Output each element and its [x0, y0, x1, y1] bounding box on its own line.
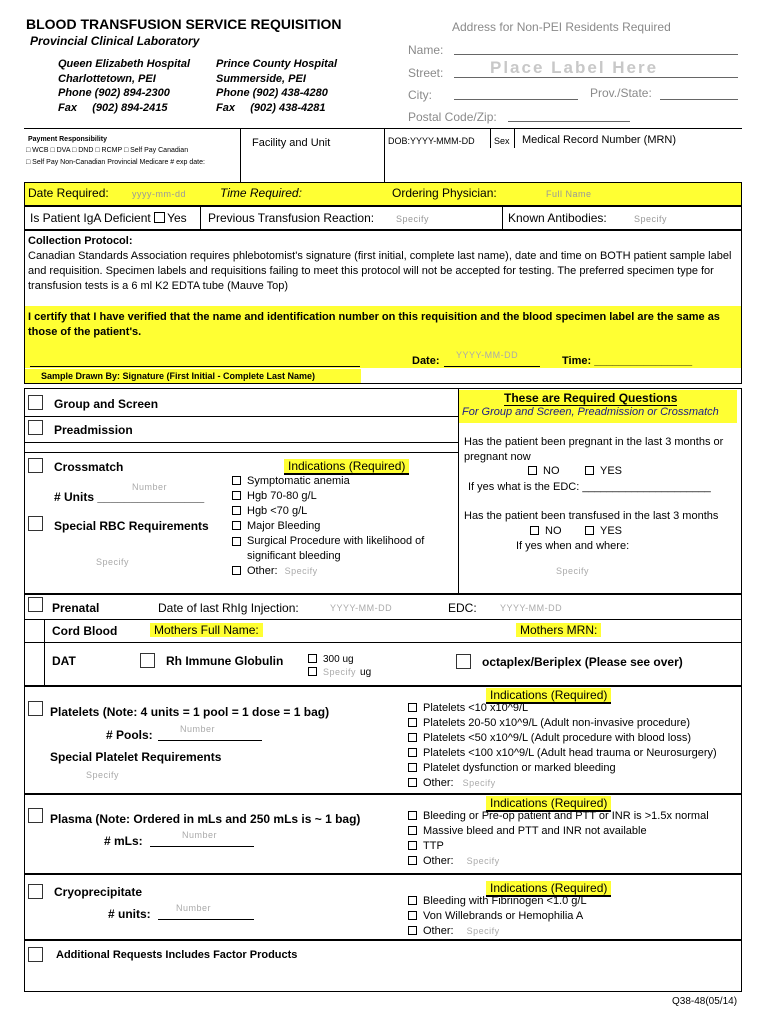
mrn-label: Medical Record Number (MRN) [522, 134, 677, 146]
octaplex-checkbox[interactable] [456, 654, 471, 669]
ind-checkbox[interactable] [232, 491, 241, 500]
date-required-label: Date Required: [28, 186, 109, 200]
platelet-indications-heading: Indications (Required) [486, 688, 611, 704]
rhig-date-label: Date of last RhIg Injection: [158, 601, 299, 615]
transfused-yes[interactable]: YES [585, 525, 622, 537]
ind-checkbox[interactable] [408, 856, 417, 865]
when-where-label: If yes when and where: [516, 540, 630, 552]
rbc-indications-heading: Indications (Required) [284, 459, 409, 475]
additional-box [24, 940, 742, 992]
units-field[interactable]: ________________ [97, 490, 205, 504]
rbc-label: Special RBC Requirements [54, 519, 209, 533]
iga-yes-checkbox[interactable] [154, 212, 165, 223]
rbc-indications-list: Symptomatic anemia Hgb 70-80 g/L Hgb <70 g/L Major Bleeding Surgical Procedure with likelihood of significant bleeding Other: Specify [232, 474, 456, 579]
edc-field[interactable]: _____________________ [582, 481, 711, 493]
ind-checkbox[interactable] [408, 811, 417, 820]
physician-label: Ordering Physician: [392, 186, 497, 200]
ind-checkbox[interactable] [408, 778, 417, 787]
prov-label: Prov./State: [590, 86, 652, 100]
pch-contact: Prince County Hospital Summerside, PEI Phone (902) 438-4280 Fax (902) 438-4281 [216, 58, 338, 114]
cert-date-value: YYYY-MM-DD [456, 350, 519, 360]
questions-title: These are Required Questions [504, 391, 678, 405]
ind-checkbox[interactable] [408, 826, 417, 835]
additional-label: Additional Requests Includes Factor Products [56, 949, 298, 961]
ind-checkbox[interactable] [232, 476, 241, 485]
edc-question: If yes what is the EDC: _____________________ [468, 481, 711, 493]
dob-label: DOB:YYYY-MMM-DD [388, 136, 475, 146]
form-number: Q38-48(05/14) [672, 996, 738, 1007]
street-label: Street: [408, 66, 444, 80]
ind-checkbox[interactable] [232, 506, 241, 515]
physician-field[interactable]: Full Name [546, 189, 592, 199]
postal-field[interactable] [508, 110, 630, 122]
plasma-indications-list: Bleeding or Pre-op patient and PTT or INR is >1.5x normal Massive bleed and PTT and INR not available TTP Other: Specify [408, 809, 740, 869]
platelet-indications-list: Platelets <10 x10^9/L Platelets 20-50 x10^9/L (Adult non-invasive procedure) Platelets <50 x10^9/L (Adult procedure with blood loss) Platelets <100 x10^9/L (Adult head trauma or Neurosurgery) Platelet dysfunction or marked bleeding Other: Specify [408, 701, 740, 791]
rbc-requirements-value[interactable]: Specify [96, 557, 130, 567]
octaplex-label: octaplex/Beriplex (Please see over) [482, 655, 683, 669]
ind-checkbox[interactable] [408, 763, 417, 772]
ind-checkbox[interactable] [408, 911, 417, 920]
antibodies-label: Known Antibodies: [508, 211, 607, 225]
date-required-field[interactable]: yyyy-mm-dd [132, 189, 186, 199]
protocol-text: Canadian Standards Association requires phlebotomist's signature (first initial, complete last name), date and time on BOTH patient sample label and requisition. Specimen labels and requisitions failing to meet this protocol will not be accepted for testing. The preferred specimen type for transfusion tests is a 6 ml K2 EDTA tube (Mauve Top) [28, 250, 732, 292]
crossmatch-units-value: Number [132, 482, 168, 492]
ind-checkbox[interactable] [408, 718, 417, 727]
dose-other[interactable]: Specify ug [308, 667, 371, 678]
cryo-units-label: # units: [108, 907, 151, 921]
prenatal-edc-field[interactable]: YYYY-MM-DD [500, 603, 563, 613]
payment-options-1[interactable]: □ WCB □ DVA □ DND □ RCMP □ Self Pay Canadian [26, 147, 189, 154]
pregnant-no[interactable]: NO [528, 465, 560, 477]
city-label: City: [408, 88, 432, 102]
label-watermark: Place Label Here [490, 58, 659, 77]
mothers-mrn-label: Mothers MRN: [516, 623, 601, 637]
name-field[interactable] [454, 43, 738, 55]
ind-checkbox[interactable] [408, 733, 417, 742]
signature-caption: Sample Drawn By: Signature (First Initial - Complete Last Name) [25, 369, 361, 383]
payment-heading: Payment Responsibility [28, 136, 107, 143]
units-label: # Units ________________ [54, 490, 205, 504]
preadmission-checkbox[interactable] [28, 420, 43, 435]
rhig-label: Rh Immune Globulin [166, 654, 284, 668]
facility-label: Facility and Unit [252, 137, 331, 149]
dose-other-value[interactable]: Specify [323, 667, 357, 677]
antibodies-field[interactable]: Specify [634, 214, 668, 224]
ind-checkbox[interactable] [408, 896, 417, 905]
mothers-name-label: Mothers Full Name: [150, 623, 263, 637]
pools-label: # Pools: [106, 728, 153, 742]
platelet-other-value[interactable]: Specify [462, 778, 496, 788]
platelet-special-label: Special Platelet Requirements [50, 750, 222, 764]
mls-value: Number [182, 830, 218, 840]
crossmatch-checkbox[interactable] [28, 458, 43, 473]
certify-text: I certify that I have verified that the name and identification number on this requisition and the blood specimen label are the same as those of the patient's. [28, 311, 720, 338]
crossmatch-label: Crossmatch [54, 460, 124, 474]
platelet-special-field[interactable]: Specify [86, 770, 120, 780]
edc-label: EDC: [448, 601, 477, 615]
protocol-heading: Collection Protocol: [28, 235, 133, 247]
ind-checkbox[interactable] [408, 748, 417, 757]
when-where-field[interactable]: Specify [556, 566, 590, 576]
ind-checkbox[interactable] [232, 566, 241, 575]
cert-time-label: Time: ________________ [562, 355, 693, 367]
rbc-other-value[interactable]: Specify [284, 566, 318, 576]
name-label: Name: [408, 43, 444, 57]
platelets-checkbox[interactable] [28, 701, 43, 716]
rhig-date-field[interactable]: YYYY-MM-DD [330, 603, 393, 613]
prenatal-checkbox[interactable] [28, 597, 43, 612]
plasma-other-value[interactable]: Specify [466, 856, 500, 866]
postal-label: Postal Code/Zip: [408, 110, 497, 124]
questions-subtitle: For Group and Screen, Preadmission or Crossmatch [462, 406, 719, 418]
reaction-field[interactable]: Specify [396, 214, 430, 224]
payment-options-2[interactable]: □ Self Pay Non-Canadian Provincial Medicare # exp date: [26, 159, 205, 166]
cert-date-label: Date: [412, 355, 440, 367]
cryo-units-value: Number [176, 903, 212, 913]
cryo-title: Cryoprecipitate [54, 885, 143, 899]
ind-checkbox[interactable] [408, 841, 417, 850]
cryo-checkbox[interactable] [28, 884, 43, 899]
group-screen-label: Group and Screen [54, 397, 159, 411]
signature-field[interactable] [30, 356, 360, 367]
ind-checkbox[interactable] [232, 537, 241, 546]
prenatal-label: Prenatal [52, 601, 100, 615]
plasma-indications-heading: Indications (Required) [486, 796, 611, 812]
iga-label: Is Patient IgA Deficient Yes [30, 211, 187, 225]
ind-checkbox[interactable] [232, 521, 241, 530]
rbc-checkbox[interactable] [28, 516, 43, 531]
mls-label: # mLs: [104, 834, 143, 848]
plasma-title: Plasma (Note: Ordered in mLs and 250 mLs is ~ 1 bag) [50, 812, 361, 826]
pregnant-yes[interactable]: YES [585, 465, 622, 477]
platelets-title: Platelets (Note: 4 units = 1 pool = 1 dose = 1 bag) [50, 705, 330, 719]
additional-checkbox[interactable] [28, 947, 43, 962]
reaction-label: Previous Transfusion Reaction: [208, 211, 375, 225]
plasma-checkbox[interactable] [28, 808, 43, 823]
form-title: BLOOD TRANSFUSION SERVICE REQUISITION [26, 16, 342, 32]
time-required-label: Time Required: [220, 186, 302, 200]
prov-field[interactable] [660, 88, 738, 100]
rhig-checkbox[interactable] [140, 653, 155, 668]
cryo-other-value[interactable]: Specify [466, 926, 500, 936]
dose-300[interactable]: 300 ug [308, 654, 354, 665]
ind-checkbox[interactable] [408, 926, 417, 935]
dat-label: DAT [52, 654, 76, 668]
address-heading: Address for Non-PEI Residents Required [452, 20, 671, 34]
cryo-indications-list: Bleeding with Fibrinogen <1.0 g/L Von Willebrands or Hemophilia A Other: Specify [408, 894, 740, 939]
cert-time-field[interactable]: ________________ [594, 355, 693, 367]
sex-label: Sex [494, 136, 510, 146]
preadmission-label: Preadmission [54, 423, 133, 437]
city-field[interactable] [454, 88, 578, 100]
group-screen-checkbox[interactable] [28, 395, 43, 410]
pregnant-question: Has the patient been pregnant in the last 3 months or pregnant now [464, 436, 724, 463]
ind-checkbox[interactable] [408, 703, 417, 712]
transfused-question: Has the patient been transfused in the last 3 months [464, 510, 719, 522]
transfused-no[interactable]: NO [530, 525, 562, 537]
pools-value: Number [180, 724, 216, 734]
cord-blood-label: Cord Blood [52, 624, 118, 638]
cryo-indications-heading: Indications (Required) [486, 881, 611, 897]
qeh-contact: Queen Elizabeth Hospital Charlottetown, PEI Phone (902) 894-2300 Fax (902) 894-2415 [58, 58, 191, 114]
form-subtitle: Provincial Clinical Laboratory [30, 34, 200, 48]
